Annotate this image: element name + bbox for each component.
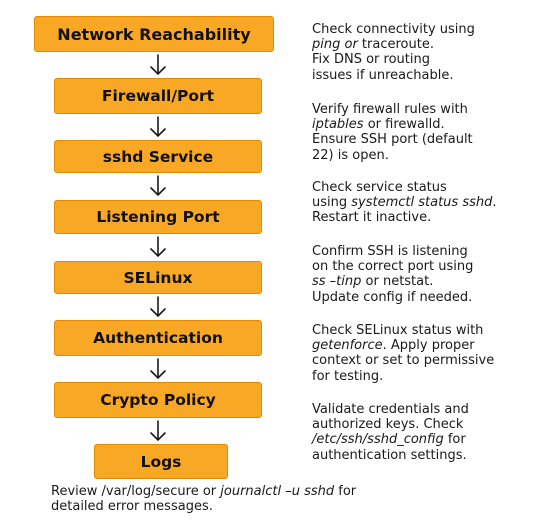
note-listening-port	[312, 244, 552, 305]
arrow-down-icon	[147, 235, 169, 259]
note-text: . Apply proper	[382, 338, 475, 354]
step-listening-port[interactable]	[54, 200, 262, 234]
arrow-down-icon	[147, 174, 169, 198]
note-sshd-service	[312, 180, 552, 226]
arrow-down-icon	[147, 295, 169, 319]
note-text: .	[492, 195, 497, 211]
note-line	[312, 37, 552, 52]
note-line: Restart it inactive.	[312, 210, 432, 226]
note-line	[312, 274, 552, 289]
note-line: authentication settings.	[312, 447, 467, 463]
note-code: /etc/ssh/sshd_config	[312, 432, 444, 448]
cropped-title-fragment	[240, 0, 280, 3]
note-line: Check connectivity using	[312, 22, 475, 37]
arrow-down-icon	[147, 419, 169, 443]
note-code: ss –tinp	[312, 274, 362, 290]
step-label: Authentication	[93, 329, 223, 347]
note-code: getenforce	[312, 338, 383, 354]
note-line: Update config if needed.	[312, 289, 473, 305]
note-text: or firewalld.	[363, 117, 445, 133]
note-network-reachability	[312, 22, 552, 83]
step-label: Listening Port	[96, 208, 220, 226]
footer-code: journalctl –u sshd	[220, 484, 335, 499]
footer-line	[51, 484, 531, 499]
note-authentication	[312, 402, 552, 463]
note-line: issues if unreachable.	[312, 67, 454, 83]
arrow-down-icon	[147, 53, 169, 77]
step-network-reachability[interactable]	[34, 16, 274, 52]
step-sshd-service[interactable]	[54, 140, 262, 173]
note-code: ping	[312, 37, 341, 53]
step-label: SELinux	[123, 268, 193, 287]
note-firewall-port	[312, 102, 552, 163]
note-line: Fix DNS or routing	[312, 52, 430, 68]
step-label: Firewall/Port	[101, 87, 215, 105]
note-line: Validate credentials and	[312, 402, 469, 417]
note-code: systemctl status sshd	[351, 195, 493, 211]
note-text: using	[312, 195, 348, 211]
note-line: for testing.	[312, 368, 384, 384]
note-code: iptables	[312, 117, 364, 133]
footer-text: Review /var/log/secure or	[51, 484, 217, 499]
note-text: or netstat.	[361, 274, 434, 290]
note-line: Check service status	[312, 180, 447, 195]
note-line: context or set to permissive	[312, 353, 495, 369]
step-firewall-port[interactable]	[54, 78, 262, 114]
footer-line: detailed error messages.	[51, 499, 213, 515]
note-line	[312, 195, 552, 210]
step-logs[interactable]	[94, 444, 228, 479]
note-line: 22) is open.	[312, 147, 389, 163]
note-line: Ensure SSH port (default	[312, 132, 473, 148]
arrow-down-icon	[147, 115, 169, 139]
footer-note-logs	[51, 484, 531, 514]
note-line	[312, 432, 552, 447]
note-text: for	[443, 432, 466, 448]
note-line: on the correct port using	[312, 259, 474, 275]
note-line	[312, 117, 552, 132]
note-line: Verify firewall rules with	[312, 102, 468, 117]
step-label: Crypto Policy	[100, 391, 216, 409]
note-line: Check SELinux status with	[312, 323, 484, 338]
note-selinux	[312, 323, 552, 384]
arrow-down-icon	[147, 357, 169, 381]
step-authentication[interactable]	[54, 320, 262, 356]
footer-text: for	[334, 484, 357, 499]
step-selinux[interactable]	[54, 261, 262, 294]
step-crypto-policy[interactable]	[54, 382, 262, 418]
note-line: authorized keys. Check	[312, 417, 464, 433]
step-label: sshd Service	[102, 147, 214, 166]
note-text: traceroute.	[357, 37, 434, 53]
step-label: Logs	[140, 452, 182, 471]
note-line	[312, 338, 552, 353]
note-text: or	[340, 37, 358, 53]
note-line: Confirm SSH is listening	[312, 244, 468, 259]
step-label: Network Reachability	[57, 24, 251, 44]
